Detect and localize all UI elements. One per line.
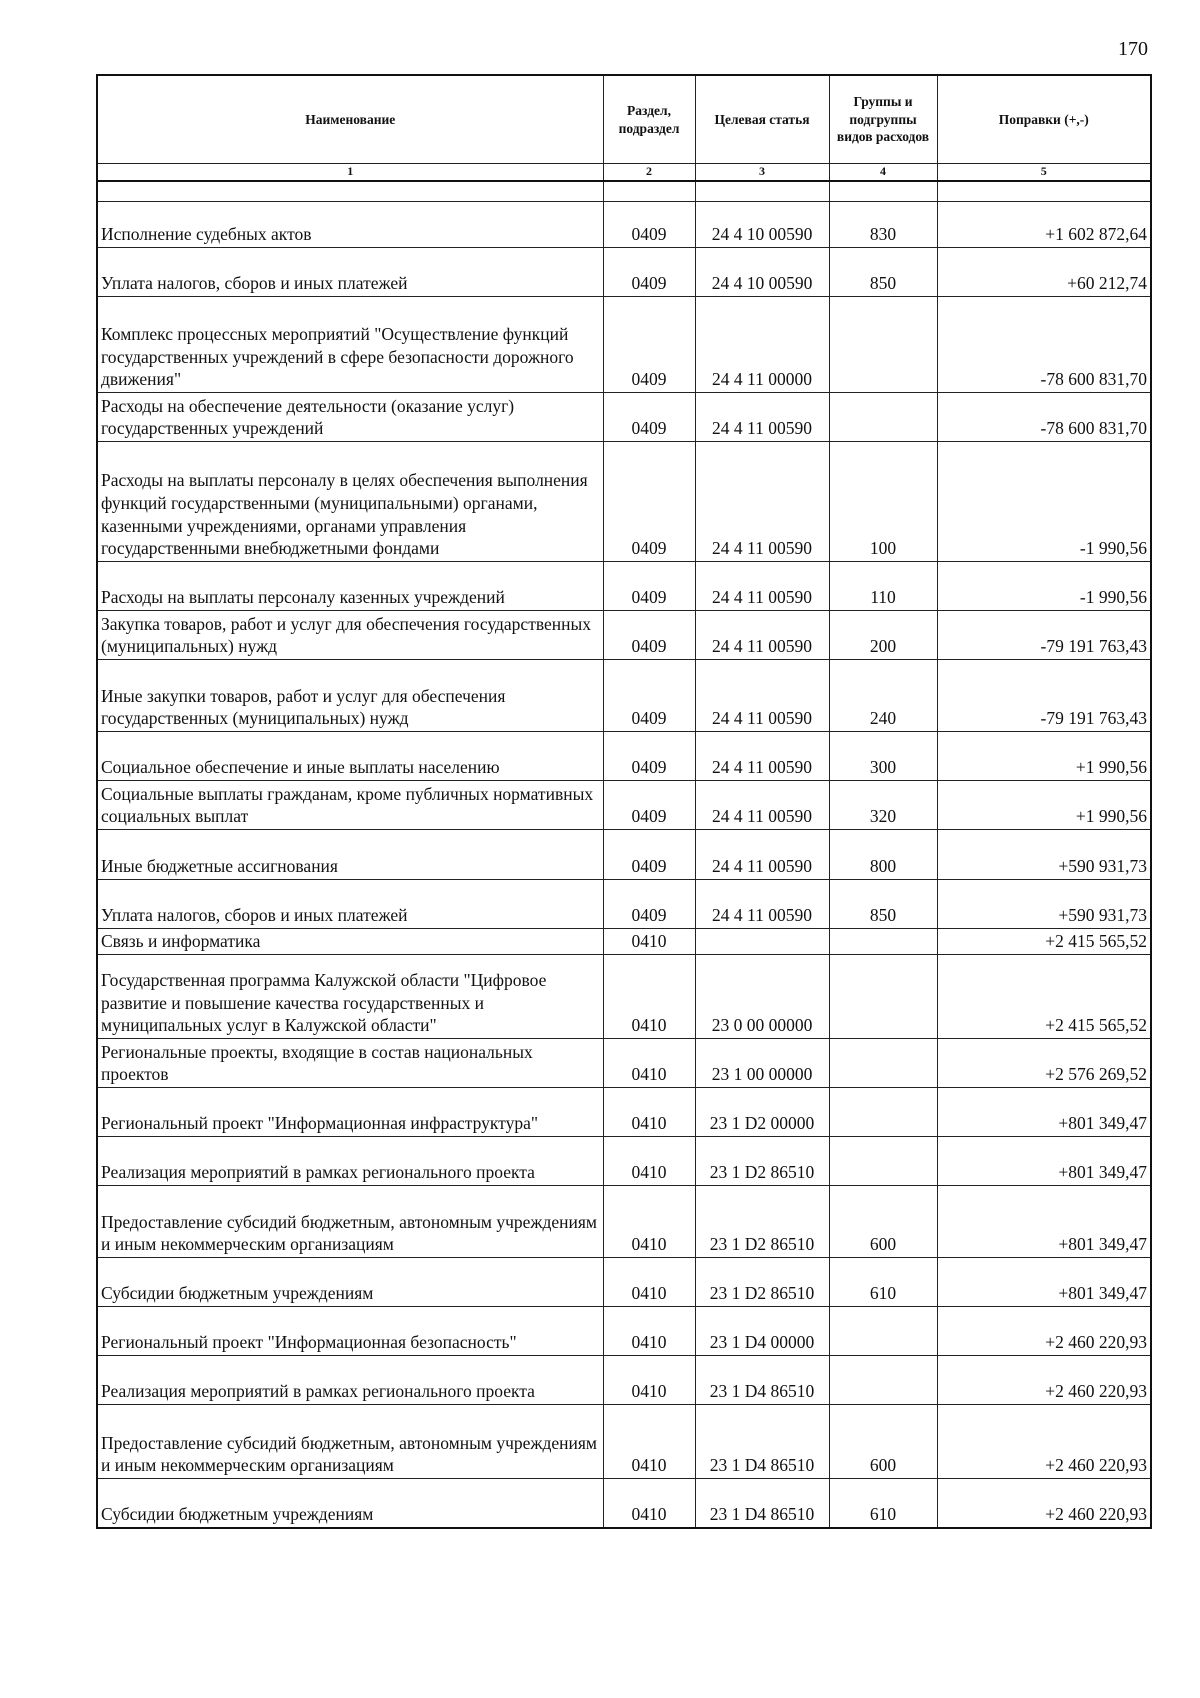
row-target-article: 24 4 11 00000	[695, 297, 829, 393]
row-expense-group: 100	[829, 442, 937, 562]
table-row	[97, 248, 1151, 297]
row-expense-group	[829, 297, 937, 393]
row-section: 0409	[603, 297, 695, 393]
row-target-article: 24 4 11 00590	[695, 562, 829, 611]
row-amendment: +2 415 565,52	[937, 929, 1151, 955]
row-target-article: 23 1 D4 00000	[695, 1307, 829, 1356]
row-name: Уплата налогов, сборов и иных платежей	[97, 248, 603, 297]
row-section: 0409	[603, 202, 695, 248]
row-expense-group: 240	[829, 660, 937, 732]
row-name: Субсидии бюджетным учреждениям	[97, 1479, 603, 1529]
row-expense-group: 610	[829, 1258, 937, 1307]
row-target-article: 23 0 00 00000	[695, 955, 829, 1039]
row-target-article: 23 1 D2 00000	[695, 1088, 829, 1137]
column-number: 4	[829, 164, 937, 182]
column-number: 2	[603, 164, 695, 182]
row-amendment: -1 990,56	[937, 562, 1151, 611]
row-expense-group: 610	[829, 1479, 937, 1529]
row-target-article: 24 4 11 00590	[695, 732, 829, 781]
row-section: 0409	[603, 248, 695, 297]
table-row	[97, 781, 1151, 830]
table-row	[97, 1039, 1151, 1088]
row-target-article: 24 4 11 00590	[695, 442, 829, 562]
header-expense-group: Группы и подгруппы видов расходов	[829, 75, 937, 164]
row-target-article	[695, 929, 829, 955]
row-amendment: +801 349,47	[937, 1186, 1151, 1258]
spacer-cell	[97, 181, 603, 202]
table-row	[97, 442, 1151, 562]
row-section: 0410	[603, 1137, 695, 1186]
row-amendment: +801 349,47	[937, 1137, 1151, 1186]
header-amendments: Поправки (+,-)	[937, 75, 1151, 164]
row-amendment: +801 349,47	[937, 1088, 1151, 1137]
table-header	[97, 75, 1151, 181]
spacer-row	[97, 181, 1151, 202]
row-name: Реализация мероприятий в рамках регионального проекта	[97, 1137, 603, 1186]
row-target-article: 23 1 D2 86510	[695, 1258, 829, 1307]
row-name: Государственная программа Калужской области "Цифровое развитие и повышение качества государственных и муниципальных услуг в Калужской области"	[97, 955, 603, 1039]
row-amendment: -78 600 831,70	[937, 393, 1151, 442]
row-name: Расходы на обеспечение деятельности (оказание услуг) государственных учреждений	[97, 393, 603, 442]
row-amendment: -1 990,56	[937, 442, 1151, 562]
row-amendment: -79 191 763,43	[937, 611, 1151, 660]
row-section: 0409	[603, 830, 695, 880]
table-row	[97, 732, 1151, 781]
table-row	[97, 562, 1151, 611]
table-row	[97, 660, 1151, 732]
spacer-cell	[829, 181, 937, 202]
row-section: 0409	[603, 611, 695, 660]
spacer-cell	[603, 181, 695, 202]
row-amendment: +2 460 220,93	[937, 1307, 1151, 1356]
row-amendment: +2 460 220,93	[937, 1356, 1151, 1405]
row-expense-group: 850	[829, 248, 937, 297]
header-row	[97, 75, 1151, 164]
row-name: Региональный проект "Информационная безопасность"	[97, 1307, 603, 1356]
row-name: Закупка товаров, работ и услуг для обеспечения государственных (муниципальных) нужд	[97, 611, 603, 660]
row-section: 0410	[603, 1356, 695, 1405]
row-target-article: 23 1 D4 86510	[695, 1405, 829, 1479]
row-expense-group	[829, 393, 937, 442]
row-name: Реализация мероприятий в рамках регионального проекта	[97, 1356, 603, 1405]
budget-amendments-table	[96, 74, 1152, 1529]
row-target-article: 24 4 11 00590	[695, 830, 829, 880]
table-row	[97, 1137, 1151, 1186]
row-amendment: +1 990,56	[937, 732, 1151, 781]
header-target-article: Целевая статья	[695, 75, 829, 164]
table-row	[97, 611, 1151, 660]
table-row	[97, 880, 1151, 929]
row-expense-group	[829, 1307, 937, 1356]
row-section: 0409	[603, 880, 695, 929]
table-row	[97, 929, 1151, 955]
row-expense-group: 800	[829, 830, 937, 880]
row-target-article: 23 1 D4 86510	[695, 1479, 829, 1529]
row-name: Иные закупки товаров, работ и услуг для обеспечения государственных (муниципальных) нужд	[97, 660, 603, 732]
table-row	[97, 1307, 1151, 1356]
row-expense-group	[829, 1356, 937, 1405]
table-row	[97, 393, 1151, 442]
row-amendment: -78 600 831,70	[937, 297, 1151, 393]
table-row	[97, 1258, 1151, 1307]
row-amendment: +2 576 269,52	[937, 1039, 1151, 1088]
row-amendment: +60 212,74	[937, 248, 1151, 297]
row-expense-group	[829, 1039, 937, 1088]
row-name: Расходы на выплаты персоналу казенных учреждений	[97, 562, 603, 611]
spacer-cell	[937, 181, 1151, 202]
row-name: Региональный проект "Информационная инфраструктура"	[97, 1088, 603, 1137]
row-section: 0410	[603, 1479, 695, 1529]
row-expense-group: 320	[829, 781, 937, 830]
row-expense-group	[829, 929, 937, 955]
row-amendment: +1 990,56	[937, 781, 1151, 830]
row-section: 0409	[603, 442, 695, 562]
row-amendment: +2 415 565,52	[937, 955, 1151, 1039]
row-name: Иные бюджетные ассигнования	[97, 830, 603, 880]
row-name: Предоставление субсидий бюджетным, автономным учреждениям и иным некоммерческим организациям	[97, 1186, 603, 1258]
table-row	[97, 1405, 1151, 1479]
table-row	[97, 1088, 1151, 1137]
row-name: Субсидии бюджетным учреждениям	[97, 1258, 603, 1307]
table-row	[97, 1479, 1151, 1529]
header-name: Наименование	[97, 75, 603, 164]
row-name: Исполнение судебных актов	[97, 202, 603, 248]
row-section: 0410	[603, 955, 695, 1039]
row-expense-group: 830	[829, 202, 937, 248]
row-section: 0410	[603, 1186, 695, 1258]
row-name: Предоставление субсидий бюджетным, автономным учреждениям и иным некоммерческим организациям	[97, 1405, 603, 1479]
row-target-article: 24 4 11 00590	[695, 781, 829, 830]
table-row	[97, 202, 1151, 248]
row-expense-group: 110	[829, 562, 937, 611]
row-target-article: 24 4 11 00590	[695, 611, 829, 660]
row-section: 0410	[603, 1258, 695, 1307]
table-row	[97, 1356, 1151, 1405]
row-name: Комплекс процессных мероприятий "Осуществление функций государственных учреждений в сфере безопасности дорожного движения"	[97, 297, 603, 393]
row-section: 0410	[603, 929, 695, 955]
row-section: 0409	[603, 562, 695, 611]
row-expense-group	[829, 1088, 937, 1137]
row-section: 0409	[603, 393, 695, 442]
row-expense-group: 600	[829, 1186, 937, 1258]
page-number: 170	[1118, 38, 1148, 60]
row-section: 0409	[603, 732, 695, 781]
row-target-article: 24 4 10 00590	[695, 248, 829, 297]
row-name: Уплата налогов, сборов и иных платежей	[97, 880, 603, 929]
row-target-article: 23 1 00 00000	[695, 1039, 829, 1088]
row-amendment: +801 349,47	[937, 1258, 1151, 1307]
row-expense-group: 300	[829, 732, 937, 781]
row-amendment: +2 460 220,93	[937, 1405, 1151, 1479]
row-expense-group: 600	[829, 1405, 937, 1479]
row-expense-group: 200	[829, 611, 937, 660]
row-amendment: +590 931,73	[937, 880, 1151, 929]
row-target-article: 24 4 10 00590	[695, 202, 829, 248]
row-amendment: -79 191 763,43	[937, 660, 1151, 732]
row-amendment: +590 931,73	[937, 830, 1151, 880]
row-expense-group: 850	[829, 880, 937, 929]
row-target-article: 23 1 D2 86510	[695, 1186, 829, 1258]
row-section: 0410	[603, 1405, 695, 1479]
row-target-article: 23 1 D4 86510	[695, 1356, 829, 1405]
row-name: Социальное обеспечение и иные выплаты населению	[97, 732, 603, 781]
column-number: 5	[937, 164, 1151, 182]
row-section: 0410	[603, 1088, 695, 1137]
row-amendment: +2 460 220,93	[937, 1479, 1151, 1529]
column-number-row	[97, 164, 1151, 182]
row-name: Социальные выплаты гражданам, кроме публичных нормативных социальных выплат	[97, 781, 603, 830]
row-name: Связь и информатика	[97, 929, 603, 955]
row-section: 0410	[603, 1039, 695, 1088]
row-section: 0409	[603, 781, 695, 830]
row-target-article: 24 4 11 00590	[695, 660, 829, 732]
row-target-article: 24 4 11 00590	[695, 880, 829, 929]
row-name: Расходы на выплаты персоналу в целях обеспечения выполнения функций государственными (муниципальными) органами, казенными учреждениями, органами управления государственными внебюджетными фондами	[97, 442, 603, 562]
row-target-article: 23 1 D2 86510	[695, 1137, 829, 1186]
table-row	[97, 830, 1151, 880]
column-number: 3	[695, 164, 829, 182]
column-number: 1	[97, 164, 603, 182]
row-expense-group	[829, 955, 937, 1039]
spacer-cell	[695, 181, 829, 202]
row-expense-group	[829, 1137, 937, 1186]
row-name: Региональные проекты, входящие в состав национальных проектов	[97, 1039, 603, 1088]
table-body	[97, 181, 1151, 1528]
table-row	[97, 1186, 1151, 1258]
row-amendment: +1 602 872,64	[937, 202, 1151, 248]
row-section: 0409	[603, 660, 695, 732]
table-row	[97, 297, 1151, 393]
table-row	[97, 955, 1151, 1039]
row-section: 0410	[603, 1307, 695, 1356]
row-target-article: 24 4 11 00590	[695, 393, 829, 442]
header-section: Раздел, подраздел	[603, 75, 695, 164]
